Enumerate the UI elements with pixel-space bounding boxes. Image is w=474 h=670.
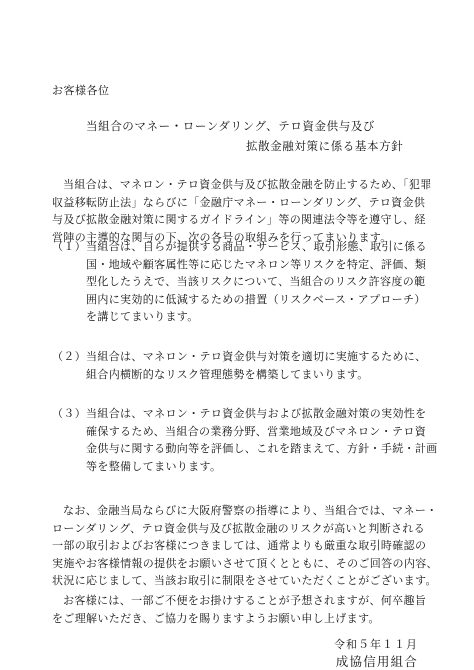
item-body xyxy=(86,238,427,326)
intro-line: 営陣の主導的な関与の下、次の各号の取組みを行ってまいります。 xyxy=(52,230,392,244)
intro-line: 当組合は、マネロン・テロ資金供与及び拡散金融を防止するため、「犯罪 xyxy=(63,178,432,191)
item-line: 国・地域や顧客属性等に応じたマネロン等リスクを特定、評価、類 xyxy=(86,257,427,271)
intro-paragraph xyxy=(52,176,432,246)
item-body xyxy=(86,348,427,383)
item-line: 当組合は、マネロン・テロ資金供与対策を適切に実施するために、 xyxy=(86,350,427,363)
item-line: 等を整備してまいります。 xyxy=(86,459,222,473)
item-line: 確保するため、当組合の業務分野、営業地域及びマネロン・テロ資 xyxy=(86,424,427,438)
item-body xyxy=(86,405,438,475)
item-line: 当組合は、自らが提供する商品・サービス、取引形態、取引に係る xyxy=(86,240,427,253)
closing-request-paragraph xyxy=(52,592,427,627)
issue-date: 令和５年１１月 xyxy=(334,638,418,651)
closing-paragraph xyxy=(52,502,438,590)
closing-line: 一部の取引およびお客様につきましては、通常よりも厳重な取引時確認の xyxy=(52,539,427,553)
item-number: （２） xyxy=(52,350,87,363)
intro-line: 収益移転防止法」ならびに「金融庁マネー・ローンダリング、テロ資金供 xyxy=(52,195,426,209)
intro-line: 与及び拡散金融対策に関するガイドライン」等の関連法令等を遵守し、経 xyxy=(52,213,426,227)
item-line: 組合内横断的なリスク管理態勢を構築してまいります。 xyxy=(86,367,369,381)
closing-line: 状況に応じまして、当該お取引に制限をさせていただくことがございます。 xyxy=(52,574,437,588)
item-line: 型化したうえで、当該リスクについて、当組合のリスク許容度の範 xyxy=(86,275,426,289)
item-line: 金供与に関する動向等を評価し、これを踏まえて、方針・手続・計画 xyxy=(86,442,438,456)
item-line: 当組合は、マネロン・テロ資金供与および拡散金融対策の実効性を xyxy=(86,407,427,420)
item-line: を講じてまいります。 xyxy=(86,310,199,324)
closing-line: ローンダリング、テロ資金供与及び拡散金融のリスクが高いと判断される xyxy=(52,521,426,535)
item-number: （３） xyxy=(52,407,87,420)
item-number: （１） xyxy=(52,240,87,253)
organization-name: 成協信用組合 xyxy=(335,654,418,669)
closing-request-line: をご理解いただき、ご協力を賜りますようお願い申し上げます。 xyxy=(52,611,380,625)
closing-request-line: お客様には、一部ご不便をお掛けすることが予想されますが、何卒趣旨 xyxy=(63,594,427,607)
addressee: お客様各位 xyxy=(52,84,110,97)
closing-line: 実施やお客様情報の提供をお願いさせて頂くとともに、そのご回答の内容、 xyxy=(52,556,438,570)
closing-line: なお、金融当局ならびに大阪府警察の指導により、当組合では、マネー・ xyxy=(63,504,438,517)
item-line: 囲内に実効的に低減するための措置（リスクベース・アプローチ） xyxy=(86,292,426,306)
title-line-2: 拡散金融対策に係る基本方針 xyxy=(246,139,404,153)
title-line-1: 当組合のマネー・ローンダリング、テロ資金供与及び xyxy=(86,119,376,133)
